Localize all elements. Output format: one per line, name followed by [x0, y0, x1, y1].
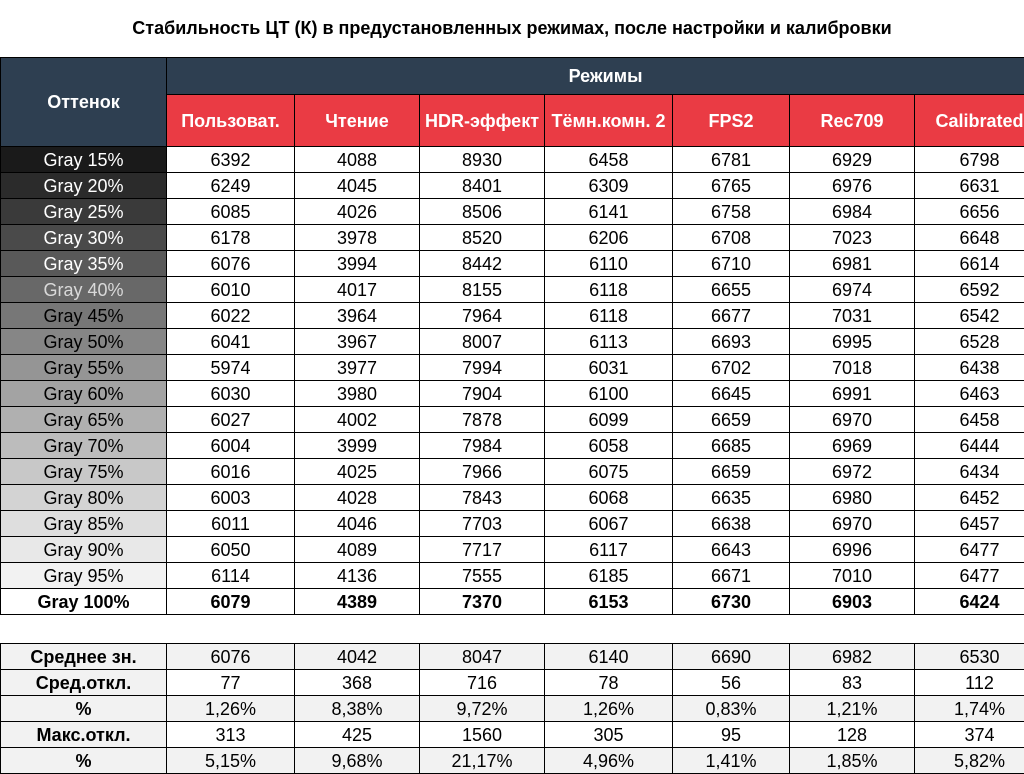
table-cell: 6708 [673, 225, 790, 251]
table-cell: 6970 [790, 407, 915, 433]
table-cell: 7984 [420, 433, 545, 459]
table-cell: 8930 [420, 147, 545, 173]
table-cell: 7023 [790, 225, 915, 251]
summary-cell: 6530 [915, 644, 1024, 670]
table-cell: 6100 [545, 381, 673, 407]
table-row [1, 277, 1024, 303]
summary-cell: 56 [673, 670, 790, 696]
column-header: Пользоват. [167, 95, 295, 147]
table-cell: 7966 [420, 459, 545, 485]
table-cell: 6477 [915, 537, 1024, 563]
row-label: Gray 50% [1, 329, 167, 355]
table-row [1, 251, 1024, 277]
table-cell: 6648 [915, 225, 1024, 251]
table-row [1, 225, 1024, 251]
table-cell: 7018 [790, 355, 915, 381]
table-cell: 6424 [915, 589, 1024, 615]
table-cell: 6004 [167, 433, 295, 459]
summary-cell: 368 [295, 670, 420, 696]
row-label: Gray 35% [1, 251, 167, 277]
table-cell: 6528 [915, 329, 1024, 355]
table-cell: 6972 [790, 459, 915, 485]
table-cell: 6452 [915, 485, 1024, 511]
spacer-cell [1, 615, 1024, 644]
table-cell: 6969 [790, 433, 915, 459]
table-cell: 6050 [167, 537, 295, 563]
summary-cell: 78 [545, 670, 673, 696]
table-cell: 6118 [545, 303, 673, 329]
summary-label: % [1, 748, 167, 774]
table-cell: 6141 [545, 199, 673, 225]
table-cell: 5974 [167, 355, 295, 381]
summary-cell: 9,72% [420, 696, 545, 722]
table-cell: 4028 [295, 485, 420, 511]
row-label: Gray 60% [1, 381, 167, 407]
summary-cell: 1,74% [915, 696, 1024, 722]
table-cell: 6114 [167, 563, 295, 589]
table-cell: 6438 [915, 355, 1024, 381]
table-cell: 6030 [167, 381, 295, 407]
table-row [1, 381, 1024, 407]
table-cell: 6099 [545, 407, 673, 433]
table-cell: 3978 [295, 225, 420, 251]
table-cell: 6970 [790, 511, 915, 537]
table-cell: 6614 [915, 251, 1024, 277]
summary-cell: 5,15% [167, 748, 295, 774]
row-label: Gray 55% [1, 355, 167, 381]
column-header: Rec709 [790, 95, 915, 147]
summary-cell: 6076 [167, 644, 295, 670]
table-cell: 7904 [420, 381, 545, 407]
table-cell: 4002 [295, 407, 420, 433]
table-row [1, 511, 1024, 537]
table-cell: 6645 [673, 381, 790, 407]
summary-cell: 6690 [673, 644, 790, 670]
summary-cell: 6982 [790, 644, 915, 670]
summary-row [1, 722, 1024, 748]
table-cell: 6655 [673, 277, 790, 303]
table-cell: 6085 [167, 199, 295, 225]
table-cell: 6638 [673, 511, 790, 537]
table-cell: 6031 [545, 355, 673, 381]
summary-cell: 425 [295, 722, 420, 748]
group-header: Режимы [167, 58, 1024, 95]
table-cell: 4045 [295, 173, 420, 199]
summary-cell: 313 [167, 722, 295, 748]
table-cell: 6027 [167, 407, 295, 433]
table-spacer [1, 615, 1024, 644]
table-cell: 6981 [790, 251, 915, 277]
summary-cell: 1,41% [673, 748, 790, 774]
table-cell: 6659 [673, 459, 790, 485]
column-header: Calibrated [915, 95, 1024, 147]
summary-cell: 4042 [295, 644, 420, 670]
table-cell: 6730 [673, 589, 790, 615]
table-cell: 6659 [673, 407, 790, 433]
table-cell: 6702 [673, 355, 790, 381]
table-cell: 6153 [545, 589, 673, 615]
table-row [1, 147, 1024, 173]
summary-cell: 8,38% [295, 696, 420, 722]
summary-label: % [1, 696, 167, 722]
summary-label: Сред.откл. [1, 670, 167, 696]
table-cell: 6118 [545, 277, 673, 303]
table-cell: 6003 [167, 485, 295, 511]
table-row [1, 459, 1024, 485]
table-cell: 6643 [673, 537, 790, 563]
table-cell: 6671 [673, 563, 790, 589]
row-label: Gray 75% [1, 459, 167, 485]
summary-cell: 112 [915, 670, 1024, 696]
table-cell: 6995 [790, 329, 915, 355]
row-label: Gray 80% [1, 485, 167, 511]
table-cell: 4026 [295, 199, 420, 225]
row-label: Gray 70% [1, 433, 167, 459]
summary-row [1, 670, 1024, 696]
row-label: Gray 45% [1, 303, 167, 329]
summary-cell: 1,85% [790, 748, 915, 774]
summary-row [1, 644, 1024, 670]
color-temperature-table [0, 57, 1024, 774]
summary-cell: 4,96% [545, 748, 673, 774]
table-cell: 4089 [295, 537, 420, 563]
summary-cell: 716 [420, 670, 545, 696]
table-cell: 6434 [915, 459, 1024, 485]
table-cell: 7703 [420, 511, 545, 537]
row-label: Gray 65% [1, 407, 167, 433]
table-cell: 7843 [420, 485, 545, 511]
summary-cell: 5,82% [915, 748, 1024, 774]
table-row [1, 173, 1024, 199]
table-cell: 7031 [790, 303, 915, 329]
row-label: Gray 25% [1, 199, 167, 225]
table-cell: 6991 [790, 381, 915, 407]
row-label: Gray 20% [1, 173, 167, 199]
summary-cell: 95 [673, 722, 790, 748]
table-cell: 6075 [545, 459, 673, 485]
table-cell: 3977 [295, 355, 420, 381]
table-cell: 6685 [673, 433, 790, 459]
row-label: Gray 100% [1, 589, 167, 615]
table-cell: 3964 [295, 303, 420, 329]
table-cell: 6206 [545, 225, 673, 251]
table-cell: 6477 [915, 563, 1024, 589]
table-cell: 6781 [673, 147, 790, 173]
table-cell: 6011 [167, 511, 295, 537]
table-cell: 6113 [545, 329, 673, 355]
page-title: Стабильность ЦТ (К) в предустановленных режимах, после настройки и калибровки [0, 0, 1024, 57]
table-cell: 6058 [545, 433, 673, 459]
table-cell: 6041 [167, 329, 295, 355]
table-cell: 7555 [420, 563, 545, 589]
table-cell: 6980 [790, 485, 915, 511]
table-cell: 6542 [915, 303, 1024, 329]
table-row [1, 433, 1024, 459]
table-row [1, 589, 1024, 615]
table-cell: 7994 [420, 355, 545, 381]
table-cell: 8007 [420, 329, 545, 355]
table-cell: 6309 [545, 173, 673, 199]
table-cell: 6185 [545, 563, 673, 589]
row-header-label: Оттенок [1, 58, 167, 147]
summary-label: Макс.откл. [1, 722, 167, 748]
table-cell: 6798 [915, 147, 1024, 173]
table-cell: 6076 [167, 251, 295, 277]
table-cell: 8442 [420, 251, 545, 277]
table-cell: 7878 [420, 407, 545, 433]
table-cell: 7964 [420, 303, 545, 329]
summary-cell: 83 [790, 670, 915, 696]
table-cell: 4088 [295, 147, 420, 173]
table-cell: 8401 [420, 173, 545, 199]
table-cell: 6984 [790, 199, 915, 225]
table-cell: 3980 [295, 381, 420, 407]
table-cell: 6631 [915, 173, 1024, 199]
table-cell: 8520 [420, 225, 545, 251]
table-row [1, 563, 1024, 589]
summary-label: Среднее зн. [1, 644, 167, 670]
summary-cell: 1,21% [790, 696, 915, 722]
table-cell: 8155 [420, 277, 545, 303]
summary-cell: 6140 [545, 644, 673, 670]
table-cell: 3967 [295, 329, 420, 355]
table-row [1, 537, 1024, 563]
table-cell: 6976 [790, 173, 915, 199]
table-cell: 4017 [295, 277, 420, 303]
summary-cell: 9,68% [295, 748, 420, 774]
summary-row [1, 748, 1024, 774]
table-cell: 7717 [420, 537, 545, 563]
table-cell: 6444 [915, 433, 1024, 459]
row-label: Gray 15% [1, 147, 167, 173]
table-cell: 3999 [295, 433, 420, 459]
table-cell: 6458 [915, 407, 1024, 433]
row-label: Gray 40% [1, 277, 167, 303]
table-cell: 6117 [545, 537, 673, 563]
table-cell: 7370 [420, 589, 545, 615]
table-cell: 6457 [915, 511, 1024, 537]
table-cell: 6249 [167, 173, 295, 199]
table-cell: 4389 [295, 589, 420, 615]
table-cell: 6392 [167, 147, 295, 173]
table-cell: 6110 [545, 251, 673, 277]
table-cell: 6996 [790, 537, 915, 563]
summary-cell: 1560 [420, 722, 545, 748]
row-label: Gray 95% [1, 563, 167, 589]
table-cell: 6693 [673, 329, 790, 355]
table-cell: 6929 [790, 147, 915, 173]
summary-cell: 8047 [420, 644, 545, 670]
table-cell: 6463 [915, 381, 1024, 407]
table-cell: 8506 [420, 199, 545, 225]
table-cell: 4046 [295, 511, 420, 537]
column-header: HDR-эффект [420, 95, 545, 147]
table-cell: 6022 [167, 303, 295, 329]
table-cell: 6635 [673, 485, 790, 511]
table-row [1, 199, 1024, 225]
column-header: Чтение [295, 95, 420, 147]
table-row [1, 407, 1024, 433]
table-cell: 6178 [167, 225, 295, 251]
table-cell: 6068 [545, 485, 673, 511]
table-cell: 6079 [167, 589, 295, 615]
column-header: Тёмн.комн. 2 [545, 95, 673, 147]
table-row [1, 329, 1024, 355]
table-row [1, 485, 1024, 511]
table-row [1, 355, 1024, 381]
table-cell: 7010 [790, 563, 915, 589]
table-cell: 6016 [167, 459, 295, 485]
summary-cell: 374 [915, 722, 1024, 748]
summary-cell: 0,83% [673, 696, 790, 722]
table-cell: 4025 [295, 459, 420, 485]
summary-cell: 77 [167, 670, 295, 696]
table-cell: 6656 [915, 199, 1024, 225]
table-cell: 6765 [673, 173, 790, 199]
table-cell: 6974 [790, 277, 915, 303]
table-cell: 6592 [915, 277, 1024, 303]
summary-cell: 1,26% [545, 696, 673, 722]
table-cell: 6458 [545, 147, 673, 173]
table-cell: 3994 [295, 251, 420, 277]
table-cell: 6067 [545, 511, 673, 537]
summary-cell: 305 [545, 722, 673, 748]
table-cell: 6903 [790, 589, 915, 615]
table-cell: 6758 [673, 199, 790, 225]
summary-row [1, 696, 1024, 722]
row-label: Gray 85% [1, 511, 167, 537]
row-label: Gray 30% [1, 225, 167, 251]
summary-cell: 128 [790, 722, 915, 748]
summary-cell: 1,26% [167, 696, 295, 722]
table-cell: 4136 [295, 563, 420, 589]
table-cell: 6010 [167, 277, 295, 303]
summary-cell: 21,17% [420, 748, 545, 774]
row-label: Gray 90% [1, 537, 167, 563]
table-cell: 6710 [673, 251, 790, 277]
column-header: FPS2 [673, 95, 790, 147]
table-cell: 6677 [673, 303, 790, 329]
table-row [1, 303, 1024, 329]
